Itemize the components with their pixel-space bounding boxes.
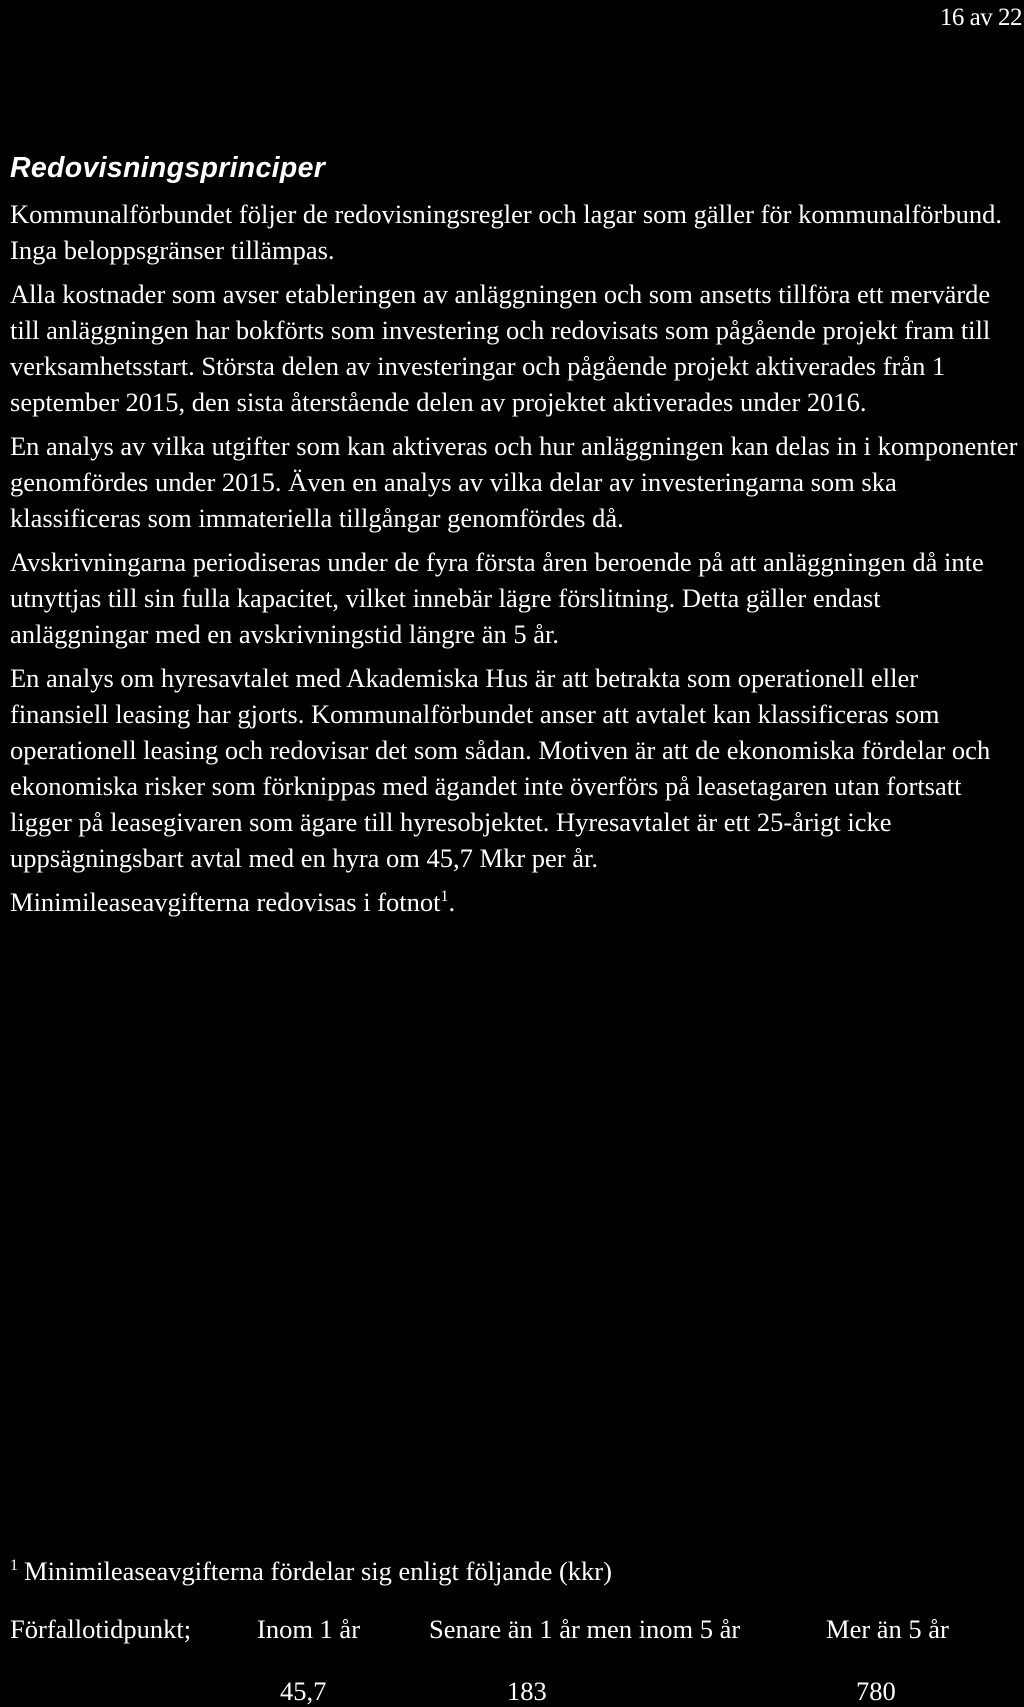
page-number: 16 av 22 [939,4,1022,31]
section-heading: Redovisningsprinciper [10,152,326,184]
paragraph-investment-costs: Alla kostnader som avser etableringen av anläggningen och som ansetts tillföra ett mervärde till anläggningen har bokförts som investering och redovisats som pågående projekt fram till verksamhetsstart. Största delen av investeringar och pågående projekt aktiverades från 1 september 2015, den sista återstående delen av projektet aktiverades under 2016. [10,279,991,417]
paragraph-leasing-analysis: En analys om hyresavtalet med Akademiska Hus är att betrakta som operationell eller finansiell leasing har gjorts. Kommunalförbundet anser att avtalet kan klassificeras som operationell leasing och redovisar det som sådan. Motiven är att de ekonomiska fördelar och ekonomiska risker som förknippas med ägandet inte överförs på leasetagaren utan fortsatt ligger på leasegivaren som ägare till hyresobjektet. Hyresavtalet är ett 25-årigt icke uppsägningsbart avtal med en hyra om 45,7 Mkr per år. [10,663,991,873]
lease-table-header-within-1-year: Inom 1 år [257,1614,361,1644]
body-text [10,196,1020,928]
lease-table-header-due-date: Förfallotidpunkt; [10,1614,192,1644]
paragraph-minimum-lease-fees [10,884,1020,920]
footnote-reference[interactable]: 1 [440,888,449,906]
minimum-lease-text: Minimileaseavgifterna redovisas i fotnot [10,887,441,917]
lease-table-header-over-5-years: Mer än 5 år [826,1614,949,1644]
paragraph-depreciation: Avskrivningarna periodiseras under de fyra första åren beroende på att anläggningen då inte utnyttjas till sin fulla kapacitet, vilket innebär lägre förslitning. Detta gäller endast anläggningar med en avskrivningstid längre än 5 år. [10,547,984,649]
lease-table-value-1-to-5-years: 183 [507,1676,547,1706]
paragraph-component-analysis: En analys av vilka utgifter som kan aktiveras och hur anläggningen kan delas in i komponenter genomfördes under 2015. Även en analys av vilka delar av investeringarna som ska klassificeras som immateriella tillgångar genomfördes då. [10,431,1018,533]
lease-table-value-within-1-year: 45,7 [280,1676,327,1706]
lease-table-value-over-5-years: 780 [856,1676,896,1706]
lease-table-header-1-to-5-years: Senare än 1 år men inom 5 år [429,1614,741,1644]
footnote [10,1556,612,1587]
footnote-text: Minimileaseavgifterna fördelar sig enligt följande (kkr) [24,1556,612,1586]
sentence-end: . [448,887,456,917]
paragraph-accounting-rules: Kommunalförbundet följer de redovisningsregler och lagar som gäller för kommunalförbund. Inga beloppsgränser tillämpas. [10,199,1003,265]
footnote-number: 1 [10,1557,18,1575]
